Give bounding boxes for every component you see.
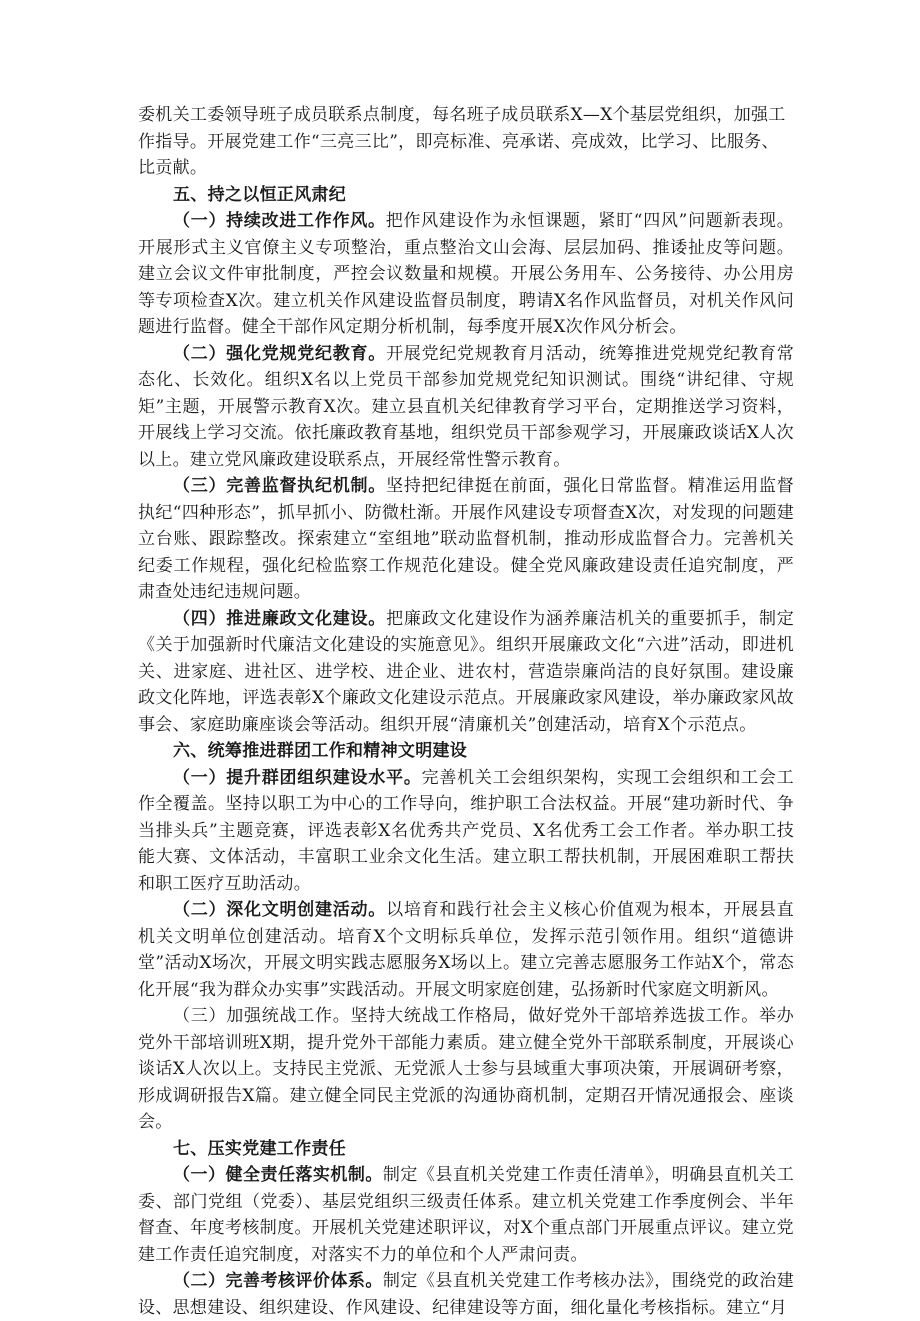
paragraph: [138, 208, 794, 341]
paragraph-lead: （三）加强统战工作。: [173, 1006, 351, 1026]
document-page: [138, 102, 794, 1321]
paragraph-body: 制定《县直机关党建工作责任清单》，明确县直机关工委、部门党组（党委）、基层党组织三级责任体系。建立机关党建工作季度例会、半年督查、年度考核制度。开展机关党建述职评议，对X个重点部门开展重点评议。建立党建工作责任追究制度，对落实不力的单位和个人严肃问责。: [138, 1165, 794, 1265]
section-heading: 五、持之以恒正风肃纪: [173, 184, 346, 205]
section-heading: 六、统筹推进群团工作和精神文明建设: [173, 741, 468, 761]
paragraph-body: 把廉政文化建设作为涵养廉洁机关的重要抓手，制定《关于加强新时代廉洁文化建设的实施意见》。组织开展廉政文化“六进”活动，即进机关、进家庭、进社区、进学校、进企业、进农村，营造崇廉尚洁的良好氛围。建设廉政文化阵地，评选表彰X个廉政文化建设示范点。开展廉政家风建设，举办廉政家风故事会、家庭助廉座谈会等活动。组织开展“清廉机关”创建活动，培育X个示范点。: [138, 608, 794, 735]
paragraph-lead: （四）推进廉政文化建设。: [173, 608, 387, 629]
paragraph-lead: （一）持续改进工作作风。: [173, 211, 386, 231]
paragraph-lead: （二）深化文明创建活动。: [173, 900, 387, 920]
intro-line: 比贡献。: [138, 158, 208, 178]
intro-line: 委机关工委领导班子成员联系点制度，每名班子成员联系X—X个基层党组织，加强工: [138, 105, 786, 125]
paragraph-lead: （二）完善考核评价体系。: [173, 1271, 383, 1291]
paragraph-body: 坚持把纪律挺在前面，强化日常监督。精准运用监督执纪“四种形态”，抓早抓小、防微杜渐。开展作风建设专项督查X次，对发现的问题建立台账、跟踪整改。探索建立“室组地”联动监督机制，推动形成监督合力。完善机关纪委工作规程，强化纪检监察工作规范化建设。健全党风廉政建设责任追究制度，严肃查处违纪违规问题。: [138, 476, 794, 602]
paragraph: [138, 897, 794, 1003]
paragraph: [138, 1162, 794, 1268]
paragraph: [138, 473, 794, 606]
paragraph: [138, 1268, 794, 1321]
paragraph-body: 开展党纪党规教育月活动，统筹推进党规党纪教育常态化、长效化。组织X名以上党员干部参加党规党纪知识测试。围绕“讲纪律、守规矩”主题，开展警示教育X次。建立县直机关纪律教育学习平台，定期推送学习资料，开展线上学习交流。依托廉政教育基地，组织党员干部参观学习，开展廉政谈话X人次以上。建立党风廉政建设联系点，开展经常性警示教育。: [138, 343, 794, 470]
intro-line: 作指导。开展党建工作“三亮三比”，即亮标准、亮承诺、亮成效，比学习、比服务、: [138, 131, 779, 152]
paragraph-lead: （二）强化党规党纪教育。: [173, 343, 387, 364]
paragraph: [138, 341, 794, 474]
paragraph: [138, 606, 794, 739]
section-heading: 七、压实党建工作责任: [173, 1138, 346, 1159]
paragraph-body: 完善机关工会组织架构，实现工会组织和工会工作全覆盖。坚持以职工为中心的工作导向，维护职工合法权益。开展“建功新时代、争当排头兵”主题竞赛，评选表彰X名优秀共产党员、X名优秀工会工作者。举办职工技能大赛、文体活动，丰富职工业余文化生活。建立职工帮扶机制，开展困难职工帮扶和职工医疗互助活动。: [138, 767, 794, 894]
paragraph-body: 制定《县直机关党建工作考核办法》，围绕党的政治建设、思想建设、组织建设、作风建设、纪律建设等方面，细化量化考核指标。建立“月: [138, 1271, 794, 1318]
paragraph-body: 以培育和践行社会主义核心价值观为根本，开展县直机关文明单位创建活动。培育X个文明标兵单位，发挥示范引领作用。组织“道德讲堂”活动X场次，开展文明实践志愿服务X场以上。建立完善志愿服务工作站X个，常态化开展“我为群众办实事”实践活动。开展文明家庭创建，弘扬新时代家庭文明新风。: [138, 900, 794, 1000]
paragraph-lead: （一）提升群团组织建设水平。: [173, 767, 422, 788]
paragraph-body: 把作风建设作为永恒课题，紧盯“四风”问题新表现。开展形式主义官僚主义专项整治，重点整治文山会海、层层加码、推诿扯皮等问题。建立会议文件审批制度，严控会议数量和规模。开展公务用车、公务接待、办公用房等专项检查X次。建立机关作风建设监督员制度，聘请X名作风监督员，对机关作风问题进行监督。健全干部作风定期分析机制，每季度开展X次作风分析会。: [138, 211, 794, 337]
paragraph: [138, 765, 794, 898]
paragraph: [138, 1003, 794, 1136]
paragraph-body: 坚持大统战工作格局，做好党外干部培养选拔工作。举办党外干部培训班X期，提升党外干部能力素质。建立健全党外干部联系制度，开展谈心谈话X人次以上。支持民主党派、无党派人士参与县域重大事项决策，开展调研考察，形成调研报告X篇。建立健全同民主党派的沟通协商机制，定期召开情况通报会、座谈会。: [138, 1006, 795, 1132]
paragraph-lead: （一）健全责任落实机制。: [173, 1165, 383, 1185]
paragraph-lead: （三）完善监督执纪机制。: [173, 476, 387, 496]
